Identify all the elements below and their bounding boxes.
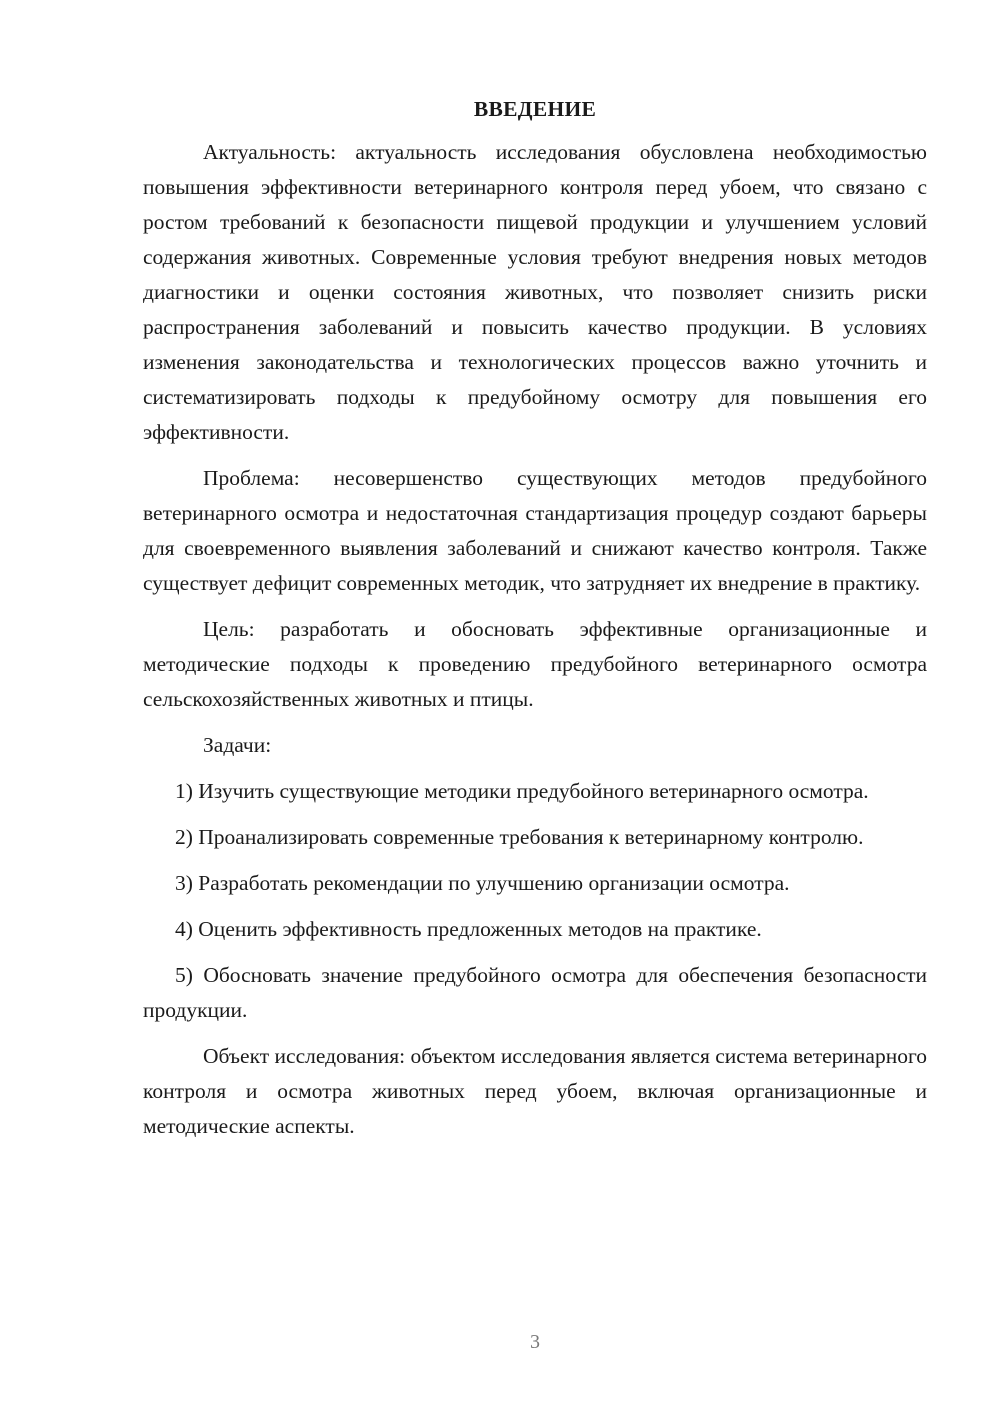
paragraph-goal: Цель: разработать и обосновать эффективные организационные и методические подходы к проведению предубойного ветеринарного осмотра сельскохозяйственных животных и птицы.	[143, 617, 927, 711]
task-item-2: 2) Проанализировать современные требования к ветеринарному контролю.	[175, 825, 864, 849]
page-number: 3	[530, 1331, 540, 1353]
task-item-1: 1) Изучить существующие методики предубойного ветеринарного осмотра.	[175, 779, 869, 803]
page-title: ВВЕДЕНИЕ	[473, 97, 597, 121]
paragraph-object: Объект исследования: объектом исследования является система ветеринарного контроля и осмотра животных перед убоем, включая организационные и методические аспекты.	[143, 1044, 927, 1138]
paragraph-problem: Проблема: несовершенство существующих методов предубойного ветеринарного осмотра и недостаточная стандартизация процедур создают барьеры для своевременного выявления заболеваний и снижают качество контроля. Также существует дефицит современных методик, что затрудняет их внедрение в практику.	[143, 466, 927, 595]
paragraph-relevance: Актуальность: актуальность исследования обусловлена необходимостью повышения эффективности ветеринарного контроля перед убоем, что связано с ростом требований к безопасности пищевой продукции и улучшением условий содержания животных. Современные условия требуют внедрения новых методов диагностики и оценки состояния животных, что позволяет снизить риски распространения заболеваний и повысить качество продукции. В условиях изменения законодательства и технологических процессов важно уточнить и систематизировать подходы к предубойному осмотру для повышения его эффективности.	[143, 140, 927, 444]
task-item-5: 5) Обосновать значение предубойного осмотра для обеспечения безопасности продукции.	[143, 963, 927, 1022]
page-body	[143, 92, 927, 1155]
task-item-3: 3) Разработать рекомендации по улучшению организации осмотра.	[175, 871, 790, 895]
tasks-heading: Задачи:	[203, 733, 272, 757]
task-item-4: 4) Оценить эффективность предложенных методов на практике.	[175, 917, 762, 941]
